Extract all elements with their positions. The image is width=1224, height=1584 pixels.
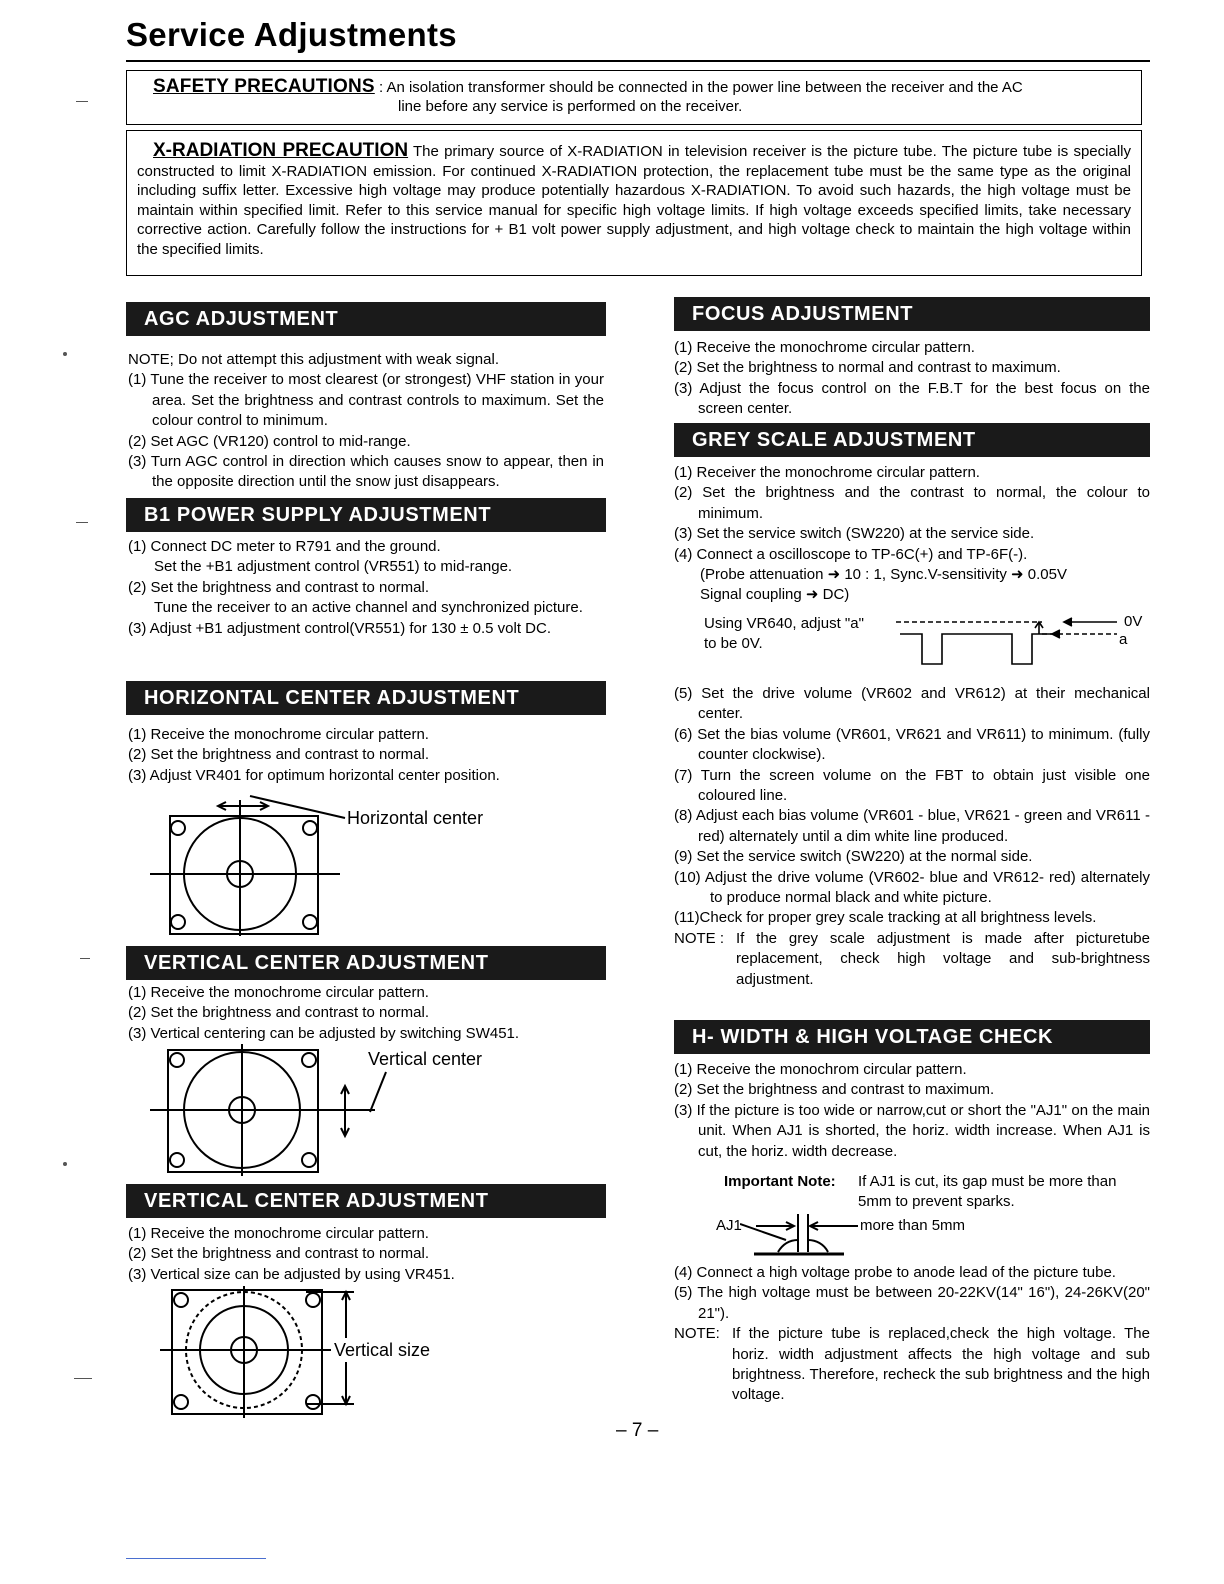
hwidth-step-3: (3) If the picture is too wide or narrow,cut or short the "AJ1" on the main unit. When AJ1 is shorted, the horiz. width increase. When AJ1 is cut, the horiz. width decrease. — [674, 1101, 1150, 1160]
scan-mark — [63, 1162, 67, 1166]
xradiation-box — [126, 130, 1142, 276]
vertical-center-step-3: (3) Vertical centering can be adjusted by switching SW451. — [128, 1024, 520, 1042]
horizontal-step-2: (2) Set the brightness and contrast to normal. — [128, 746, 429, 764]
scan-mark — [76, 101, 88, 102]
horizontal-step-3: (3) Adjust VR401 for optimum horizontal center position. — [128, 766, 500, 784]
grey-using: Using VR640, adjust "a" — [704, 615, 864, 632]
scan-mark — [74, 1378, 92, 1379]
grey-step-9: (9) Set the service switch (SW220) at the normal side. — [674, 848, 1033, 866]
vertical-center-step-2: (2) Set the brightness and contrast to normal. — [128, 1004, 429, 1022]
grey-coupling: Signal coupling ➜ DC) — [700, 586, 850, 604]
grey-heading: GREY SCALE ADJUSTMENT — [674, 423, 1150, 457]
hwidth-step-2: (2) Set the brightness and contrast to maximum. — [674, 1081, 995, 1099]
vertical-size-diagram-label: Vertical size — [334, 1340, 431, 1360]
agc-note: NOTE; Do not attempt this adjustment with weak signal. — [128, 351, 499, 368]
vertical-size-section — [128, 1224, 608, 1285]
grey-probe: (Probe attenuation ➜ 10 : 1, Sync.V-sensitivity ➜ 0.05V — [700, 566, 1067, 584]
b1-heading: B1 POWER SUPPLY ADJUSTMENT — [126, 498, 606, 532]
safety-heading: SAFETY PRECAUTIONS — [153, 76, 375, 97]
safety-line1: : An isolation transformer should be connected in the power line between the receiver and the AC — [378, 79, 1023, 96]
focus-step-3: (3) Adjust the focus control on the F.B.T for the best focus on the screen center. — [674, 379, 1150, 418]
grey-waveform-diagram — [892, 612, 1122, 668]
grey-step-10: (10) Adjust the drive volume (VR602- blue and VR612- red) alternately to produce normal black and white picture. — [674, 868, 1150, 907]
hwidth-important-body: If AJ1 is cut, its gap must be more than 5mm to prevent sparks. — [858, 1173, 1117, 1211]
b1-step-2b: Tune the receiver to an active channel and synchronized picture. — [154, 599, 583, 617]
b1-step-1b: Set the +B1 adjustment control (VR551) to mid-range. — [154, 558, 513, 576]
aj1-label: AJ1 — [716, 1217, 742, 1234]
grey-step-5: (5) Set the drive volume (VR602 and VR612) at their mechanical center. — [674, 685, 1150, 723]
vertical-center-step-1: (1) Receive the monochrome circular pattern. — [128, 984, 429, 1001]
hwidth-step-1: (1) Receive the monochrom circular pattern. — [674, 1061, 967, 1078]
horizontal-section — [128, 725, 608, 786]
vertical-size-step-1: (1) Receive the monochrome circular pattern. — [128, 1225, 429, 1242]
hwidth-heading: H- WIDTH & HIGH VOLTAGE CHECK — [674, 1020, 1150, 1054]
vertical-center-heading: VERTICAL CENTER ADJUSTMENT — [126, 946, 606, 980]
page-title: Service Adjustments — [126, 16, 457, 53]
aj1-gap-diagram — [740, 1210, 864, 1260]
hwidth-important-label: Important Note: — [724, 1173, 836, 1190]
horizontal-diagram-label: Horizontal center — [347, 808, 484, 828]
focus-heading: FOCUS ADJUSTMENT — [674, 297, 1150, 331]
focus-step-2: (2) Set the brightness to normal and contrast to maximum. — [674, 359, 1061, 377]
horizontal-heading: HORIZONTAL CENTER ADJUSTMENT — [126, 681, 606, 715]
vertical-size-step-3: (3) Vertical size can be adjusted by using VR451. — [128, 1265, 455, 1283]
scan-mark — [80, 958, 90, 959]
agc-heading: AGC ADJUSTMENT — [126, 302, 606, 336]
grey-label-0v: 0V — [1124, 613, 1143, 630]
grey-note-label: NOTE : — [674, 929, 725, 947]
grey-step-3: (3) Set the service switch (SW220) at the service side. — [674, 525, 1035, 543]
hwidth-note-label: NOTE: — [674, 1325, 720, 1343]
grey-label-a: a — [1119, 631, 1128, 648]
aj1-gap-label: more than 5mm — [860, 1217, 966, 1234]
hwidth-section-b — [674, 1263, 1150, 1406]
xray-heading: X-RADIATION PRECAUTION — [153, 140, 409, 161]
hwidth-section-a — [674, 1060, 1150, 1162]
grey-step-2: (2) Set the brightness and the contrast to normal, the colour to minimum. — [674, 484, 1150, 522]
grey-step-1: (1) Receiver the monochrome circular pattern. — [674, 464, 980, 481]
agc-step-2: (2) Set AGC (VR120) control to mid-range. — [128, 432, 411, 450]
vertical-center-diagram-label: Vertical center — [368, 1049, 483, 1069]
hwidth-step-4: (4) Connect a high voltage probe to anode lead of the picture tube. — [674, 1264, 1116, 1281]
xray-body: The primary source of X-RADIATION in television receiver is the picture tube. The picture tube is specially constructed to limit X-RADIATION emission. For continued X-RADIATION protection, the replacement tube must be the same type as the original including suffix letter. Excessive high voltage may produce potentially hazardous X-RADIATION. To avoid such hazards, the high voltage must be maintain within specified limit. Refer to this service manual for specific high voltage limits. If high voltage exceeds specified limits, take necessary corrective action. Carefully follow the instructions for + B1 volt power supply adjustment, and high voltage check to maintain the high voltage within the specified limits. — [137, 143, 1131, 258]
hwidth-important — [724, 1172, 1150, 1213]
vertical-center-section — [128, 983, 608, 1044]
safety-line2: line before any service is performed on the receiver. — [398, 98, 743, 115]
grey-note-body: If the grey scale adjustment is made after picturetube replacement, check high voltage and sub-brightness adjustment. — [736, 929, 1150, 988]
safety-precautions-box — [126, 70, 1142, 125]
hwidth-note — [674, 1324, 1150, 1406]
agc-section — [128, 350, 604, 493]
grey-step-11: (11)Check for proper grey scale tracking at all brightness levels. — [674, 909, 1097, 927]
hwidth-step-5: (5) The high voltage must be between 20-22KV(14" 16"), 24-26KV(20" 21"). — [674, 1284, 1150, 1322]
grey-to-be: to be 0V. — [704, 635, 763, 652]
grey-note — [674, 929, 1150, 990]
grey-step-7: (7) Turn the screen volume on the FBT to obtain just visible one coloured line. — [674, 766, 1150, 805]
b1-step-3: (3) Adjust +B1 adjustment control(VR551) for 130 ± 0.5 volt DC. — [128, 619, 552, 637]
agc-step-1: (1) Tune the receiver to most clearest (or strongest) VHF station in your area. Set the brightness and contrast controls to maximum. Set the colour control to minimum. — [128, 371, 604, 430]
b1-section — [128, 537, 604, 639]
vertical-size-step-2: (2) Set the brightness and contrast to normal. — [128, 1245, 429, 1263]
page-number: – 7 – — [616, 1420, 659, 1441]
grey-step-6: (6) Set the bias volume (VR601, VR621 and VR611) to minimum. (fully counter clockwise). — [674, 725, 1150, 764]
focus-step-1: (1) Receive the monochrome circular pattern. — [674, 339, 975, 356]
grey-section-a — [674, 463, 1150, 606]
horizontal-step-1: (1) Receive the monochrome circular pattern. — [128, 726, 429, 743]
vertical-size-heading: VERTICAL CENTER ADJUSTMENT — [126, 1184, 606, 1218]
focus-section — [674, 338, 1150, 420]
title-rule — [126, 60, 1150, 62]
agc-step-3: (3) Turn AGC control in direction which causes snow to appear, then in the opposite direction until the snow just disappears. — [128, 453, 604, 491]
hwidth-note-body: If the picture tube is replaced,check the high voltage. The horiz. width adjustment affects the high voltage and sub brightness. Therefore, recheck the sub brightness and the high voltage. — [732, 1325, 1150, 1404]
grey-section-b — [674, 684, 1150, 990]
footer-rule — [126, 1558, 266, 1559]
grey-step-4: (4) Connect a oscilloscope to TP-6C(+) and TP-6F(-). — [674, 545, 1028, 563]
grey-step-8: (8) Adjust each bias volume (VR601 - blue, VR621 - green and VR611 - red) alternately until a dim white line produced. — [674, 807, 1150, 845]
scan-mark — [63, 352, 67, 356]
scan-mark — [76, 522, 88, 523]
b1-step-1: (1) Connect DC meter to R791 and the ground. — [128, 538, 441, 555]
b1-step-2: (2) Set the brightness and contrast to normal. — [128, 578, 429, 596]
